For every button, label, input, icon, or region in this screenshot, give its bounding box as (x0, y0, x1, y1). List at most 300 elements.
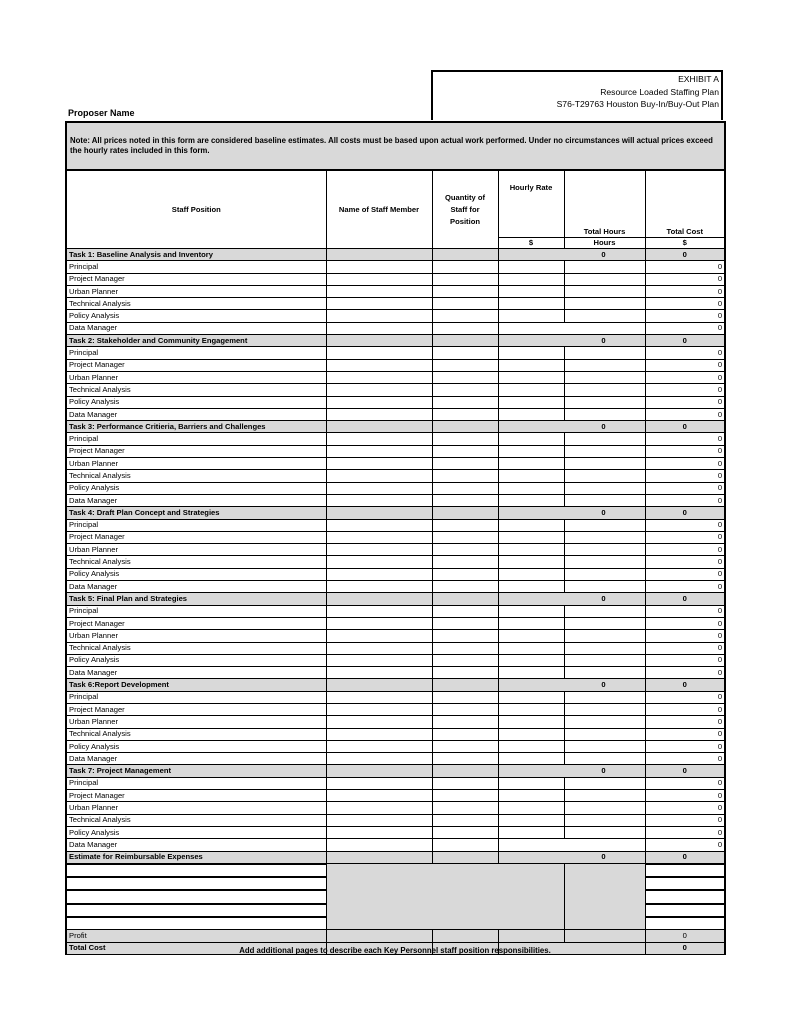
staff-total-cost: 0 (645, 261, 725, 273)
staff-position: Urban Planner (66, 371, 326, 383)
staff-total-cost: 0 (645, 322, 725, 334)
staff-row (66, 691, 725, 703)
staff-row (66, 716, 725, 728)
total-hours-input[interactable] (564, 285, 645, 297)
total-hours-input[interactable] (564, 716, 645, 728)
hourly-rate-input[interactable] (498, 433, 564, 445)
staff-member-input[interactable] (326, 802, 432, 814)
staff-position: Technical Analysis (66, 814, 326, 826)
unit-rate: $ (498, 238, 564, 249)
staff-row (66, 777, 725, 789)
quantity-input[interactable] (432, 777, 498, 789)
hourly-rate-input[interactable] (498, 531, 564, 543)
staff-row (66, 667, 725, 679)
task-total-cost: 0 (645, 507, 725, 519)
total-hours-input[interactable] (564, 740, 645, 752)
reimbursable-subtotal-row (66, 851, 725, 864)
total-hours-input[interactable] (564, 728, 645, 740)
staff-member-input[interactable] (326, 544, 432, 556)
total-hours-input[interactable] (564, 826, 645, 838)
staff-row (66, 605, 725, 617)
total-hours-input[interactable] (564, 630, 645, 642)
staff-member-input[interactable] (326, 396, 432, 408)
staff-position: Principal (66, 519, 326, 531)
hourly-rate-input[interactable] (498, 494, 564, 506)
hourly-rate-input[interactable] (498, 703, 564, 715)
staff-member-input[interactable] (326, 408, 432, 420)
total-hours-input[interactable] (564, 556, 645, 568)
task-staff-member-cell (326, 421, 432, 433)
total-hours-input[interactable] (564, 371, 645, 383)
quantity-input[interactable] (432, 753, 498, 765)
staff-member-input[interactable] (326, 839, 432, 851)
staff-member-input[interactable] (326, 617, 432, 629)
hourly-rate-input[interactable] (498, 445, 564, 457)
total-hours-input[interactable] (564, 359, 645, 371)
rate-hours-input[interactable] (498, 839, 645, 851)
hourly-rate-input[interactable] (498, 814, 564, 826)
staff-total-cost: 0 (645, 740, 725, 752)
unit-hours: Hours (564, 238, 645, 249)
staff-row (66, 261, 725, 273)
quantity-input[interactable] (432, 322, 498, 334)
staff-total-cost: 0 (645, 790, 725, 802)
total-hours-input[interactable] (564, 482, 645, 494)
staff-total-cost: 0 (645, 703, 725, 715)
expense-cost-input[interactable] (645, 917, 725, 930)
staff-row (66, 790, 725, 802)
staff-position: Urban Planner (66, 544, 326, 556)
staff-member-input[interactable] (326, 458, 432, 470)
staff-position: Data Manager (66, 667, 326, 679)
staff-position: Policy Analysis (66, 826, 326, 838)
quantity-input[interactable] (432, 740, 498, 752)
quantity-input[interactable] (432, 371, 498, 383)
task-label: Task 4: Draft Plan Concept and Strategies (66, 507, 326, 519)
hourly-rate-input[interactable] (498, 298, 564, 310)
total-hours-input[interactable] (564, 814, 645, 826)
total-hours-input[interactable] (564, 703, 645, 715)
total-hours-input[interactable] (564, 384, 645, 396)
staff-member-input[interactable] (326, 347, 432, 359)
quantity-input[interactable] (432, 605, 498, 617)
total-hours-input[interactable] (564, 445, 645, 457)
hourly-rate-input[interactable] (498, 740, 564, 752)
staff-row (66, 556, 725, 568)
hourly-rate-input[interactable] (498, 519, 564, 531)
col-quantity: Quantity of Staff for Position (432, 170, 498, 249)
staff-member-input[interactable] (326, 753, 432, 765)
quantity-input[interactable] (432, 703, 498, 715)
hourly-rate-input[interactable] (498, 605, 564, 617)
staff-row (66, 482, 725, 494)
total-hours-input[interactable] (564, 310, 645, 322)
total-hours-input[interactable] (564, 667, 645, 679)
total-hours-input[interactable] (564, 654, 645, 666)
hourly-rate-input[interactable] (498, 630, 564, 642)
expense-cost-input[interactable] (645, 890, 725, 903)
staff-position: Principal (66, 433, 326, 445)
staff-position: Project Manager (66, 359, 326, 371)
task-total-hours: 0 (498, 249, 645, 261)
staff-position: Principal (66, 347, 326, 359)
quantity-input[interactable] (432, 359, 498, 371)
staff-member-input[interactable] (326, 298, 432, 310)
staff-member-input[interactable] (326, 568, 432, 580)
hourly-rate-input[interactable] (498, 642, 564, 654)
staff-total-cost: 0 (645, 544, 725, 556)
quantity-input[interactable] (432, 814, 498, 826)
total-hours-input[interactable] (564, 617, 645, 629)
hourly-rate-input[interactable] (498, 654, 564, 666)
staff-member-input[interactable] (326, 654, 432, 666)
hourly-rate-input[interactable] (498, 470, 564, 482)
quantity-input[interactable] (432, 285, 498, 297)
staff-position: Data Manager (66, 753, 326, 765)
hourly-rate-input[interactable] (498, 384, 564, 396)
hourly-rate-input[interactable] (498, 667, 564, 679)
footer-instruction: Add additional pages to describe each Key Personnel staff position responsibilities. (239, 946, 551, 955)
rate-hours-input[interactable] (498, 322, 645, 334)
staff-row (66, 531, 725, 543)
quantity-input[interactable] (432, 544, 498, 556)
staff-member-input[interactable] (326, 728, 432, 740)
hourly-rate-input[interactable] (498, 482, 564, 494)
total-hours-input[interactable] (564, 261, 645, 273)
expense-description-input[interactable] (66, 877, 326, 890)
staff-row (66, 642, 725, 654)
task-total-cost: 0 (645, 335, 725, 347)
total-hours-input[interactable] (564, 408, 645, 420)
task-quantity-cell (432, 507, 498, 519)
task-total-cost: 0 (645, 249, 725, 261)
total-hours-input[interactable] (564, 802, 645, 814)
quantity-input[interactable] (432, 581, 498, 593)
task-quantity-cell (432, 765, 498, 777)
staff-member-input[interactable] (326, 642, 432, 654)
staff-position: Policy Analysis (66, 568, 326, 580)
col-hourly-rate: Hourly Rate (498, 170, 564, 238)
quantity-input[interactable] (432, 482, 498, 494)
staff-row (66, 445, 725, 457)
note-row (66, 122, 725, 170)
staff-member-input[interactable] (326, 359, 432, 371)
staff-position: Policy Analysis (66, 482, 326, 494)
staff-position: Data Manager (66, 581, 326, 593)
staff-member-input[interactable] (326, 310, 432, 322)
staff-member-input[interactable] (326, 556, 432, 568)
quantity-input[interactable] (432, 445, 498, 457)
staff-total-cost: 0 (645, 839, 725, 851)
staff-total-cost: 0 (645, 359, 725, 371)
task-label: Task 1: Baseline Analysis and Inventory (66, 249, 326, 261)
quantity-input[interactable] (432, 494, 498, 506)
task-total-hours: 0 (498, 679, 645, 691)
staff-member-input[interactable] (326, 322, 432, 334)
quantity-input[interactable] (432, 458, 498, 470)
quantity-input[interactable] (432, 347, 498, 359)
task-total-hours: 0 (498, 765, 645, 777)
hourly-rate-input[interactable] (498, 371, 564, 383)
staff-position: Policy Analysis (66, 396, 326, 408)
staff-member-input[interactable] (326, 470, 432, 482)
quantity-input[interactable] (432, 617, 498, 629)
hourly-rate-input[interactable] (498, 568, 564, 580)
quantity-input[interactable] (432, 630, 498, 642)
staff-position: Technical Analysis (66, 728, 326, 740)
task-subtotal-row (66, 335, 725, 347)
quantity-input[interactable] (432, 470, 498, 482)
staff-total-cost: 0 (645, 494, 725, 506)
staff-member-input[interactable] (326, 716, 432, 728)
staff-total-cost: 0 (645, 396, 725, 408)
header-row (66, 170, 725, 238)
total-hours-input[interactable] (564, 347, 645, 359)
staff-position: Principal (66, 261, 326, 273)
expense-cost-input[interactable] (645, 877, 725, 890)
hourly-rate-input[interactable] (498, 691, 564, 703)
staff-member-input[interactable] (326, 740, 432, 752)
expense-description-input[interactable] (66, 890, 326, 903)
staff-position: Principal (66, 605, 326, 617)
quantity-input[interactable] (432, 802, 498, 814)
reimbursable-quantity-cell (432, 851, 498, 864)
col-total-cost: Total Cost (645, 170, 725, 238)
staff-total-cost: 0 (645, 642, 725, 654)
quantity-input[interactable] (432, 826, 498, 838)
staff-member-input[interactable] (326, 790, 432, 802)
total-hours-input[interactable] (564, 273, 645, 285)
staff-member-input[interactable] (326, 826, 432, 838)
total-hours-input[interactable] (564, 298, 645, 310)
total-hours-input[interactable] (564, 433, 645, 445)
hourly-rate-input[interactable] (498, 261, 564, 273)
total-hours-input[interactable] (564, 753, 645, 765)
quantity-input[interactable] (432, 273, 498, 285)
exhibit-label: EXHIBIT A (678, 74, 719, 84)
hourly-rate-input[interactable] (498, 790, 564, 802)
staff-total-cost: 0 (645, 445, 725, 457)
expense-description-input[interactable] (66, 864, 326, 877)
staff-member-input[interactable] (326, 384, 432, 396)
staff-member-input[interactable] (326, 605, 432, 617)
quantity-input[interactable] (432, 556, 498, 568)
total-hours-input[interactable] (564, 777, 645, 789)
grand-total-cost: 0 (645, 942, 725, 954)
total-cost-label: Total Cost (66, 942, 326, 954)
quantity-input[interactable] (432, 519, 498, 531)
hourly-rate-input[interactable] (498, 753, 564, 765)
hourly-rate-input[interactable] (498, 777, 564, 789)
expense-description-input[interactable] (66, 904, 326, 917)
hourly-rate-input[interactable] (498, 347, 564, 359)
expense-description-input[interactable] (66, 917, 326, 930)
task-quantity-cell (432, 679, 498, 691)
staff-total-cost: 0 (645, 826, 725, 838)
total-hours-input[interactable] (564, 519, 645, 531)
task-label: Task 6:Report Development (66, 679, 326, 691)
task-label: Task 3: Performance Critieria, Barriers and Challenges (66, 421, 326, 433)
hourly-rate-input[interactable] (498, 359, 564, 371)
hourly-rate-input[interactable] (498, 310, 564, 322)
quantity-input[interactable] (432, 716, 498, 728)
unit-cost: $ (645, 238, 725, 249)
proposer-name-label: Proposer Name (68, 108, 135, 118)
quantity-input[interactable] (432, 433, 498, 445)
total-hours-input[interactable] (564, 642, 645, 654)
task-subtotal-row (66, 507, 725, 519)
reimbursable-label: Estimate for Reimbursable Expenses (66, 851, 326, 864)
staff-member-input[interactable] (326, 261, 432, 273)
hourly-rate-input[interactable] (498, 556, 564, 568)
total-hours-input[interactable] (564, 581, 645, 593)
staff-position: Technical Analysis (66, 470, 326, 482)
staff-member-input[interactable] (326, 630, 432, 642)
total-hours-input[interactable] (564, 568, 645, 580)
staff-total-cost: 0 (645, 371, 725, 383)
staff-position: Urban Planner (66, 285, 326, 297)
quantity-input[interactable] (432, 408, 498, 420)
profit-cell-5 (564, 930, 645, 942)
expense-gray-block (326, 864, 564, 930)
quantity-input[interactable] (432, 728, 498, 740)
hourly-rate-input[interactable] (498, 396, 564, 408)
staff-row (66, 384, 725, 396)
total-hours-input[interactable] (564, 531, 645, 543)
quantity-input[interactable] (432, 790, 498, 802)
staff-total-cost: 0 (645, 433, 725, 445)
staff-total-cost: 0 (645, 482, 725, 494)
staff-member-input[interactable] (326, 531, 432, 543)
task-staff-member-cell (326, 507, 432, 519)
staff-row (66, 519, 725, 531)
quantity-input[interactable] (432, 298, 498, 310)
quantity-input[interactable] (432, 310, 498, 322)
staff-row (66, 617, 725, 629)
staff-member-input[interactable] (326, 519, 432, 531)
total-hours-input[interactable] (564, 458, 645, 470)
staff-member-input[interactable] (326, 482, 432, 494)
quantity-input[interactable] (432, 839, 498, 851)
staff-position: Technical Analysis (66, 642, 326, 654)
hourly-rate-input[interactable] (498, 728, 564, 740)
staff-position: Data Manager (66, 322, 326, 334)
expense-cost-input[interactable] (645, 864, 725, 877)
total-hours-input[interactable] (564, 691, 645, 703)
staff-member-input[interactable] (326, 273, 432, 285)
hourly-rate-input[interactable] (498, 581, 564, 593)
quantity-input[interactable] (432, 384, 498, 396)
total-hours-input[interactable] (564, 544, 645, 556)
staff-position: Project Manager (66, 445, 326, 457)
staff-position: Project Manager (66, 790, 326, 802)
hourly-rate-input[interactable] (498, 716, 564, 728)
reimbursable-member-cell (326, 851, 432, 864)
total-hours-input[interactable] (564, 396, 645, 408)
quantity-input[interactable] (432, 396, 498, 408)
task-total-cost: 0 (645, 593, 725, 605)
hourly-rate-input[interactable] (498, 826, 564, 838)
hourly-rate-input[interactable] (498, 458, 564, 470)
staff-member-input[interactable] (326, 691, 432, 703)
staff-position: Policy Analysis (66, 654, 326, 666)
staff-row (66, 814, 725, 826)
staff-position: Project Manager (66, 703, 326, 715)
quantity-input[interactable] (432, 261, 498, 273)
hourly-rate-input[interactable] (498, 617, 564, 629)
task-staff-member-cell (326, 335, 432, 347)
hourly-rate-input[interactable] (498, 273, 564, 285)
staff-position: Urban Planner (66, 716, 326, 728)
expense-cost-input[interactable] (645, 904, 725, 917)
quantity-input[interactable] (432, 654, 498, 666)
form-title: Resource Loaded Staffing Plan (600, 86, 719, 97)
col-staff-position: Staff Position (66, 170, 326, 249)
staff-total-cost: 0 (645, 556, 725, 568)
hourly-rate-input[interactable] (498, 802, 564, 814)
staff-member-input[interactable] (326, 433, 432, 445)
staff-member-input[interactable] (326, 494, 432, 506)
staff-row (66, 654, 725, 666)
col-total-hours: Total Hours (564, 170, 645, 238)
total-hours-input[interactable] (564, 494, 645, 506)
staff-member-input[interactable] (326, 371, 432, 383)
staff-member-input[interactable] (326, 777, 432, 789)
staff-position: Data Manager (66, 494, 326, 506)
quantity-input[interactable] (432, 568, 498, 580)
staff-position: Technical Analysis (66, 556, 326, 568)
hourly-rate-input[interactable] (498, 285, 564, 297)
staff-total-cost: 0 (645, 581, 725, 593)
staff-member-input[interactable] (326, 814, 432, 826)
profit-label: Profit (66, 930, 326, 942)
exhibit-header-box (431, 70, 723, 120)
quantity-input[interactable] (432, 642, 498, 654)
staff-member-input[interactable] (326, 703, 432, 715)
staff-total-cost: 0 (645, 630, 725, 642)
staff-member-input[interactable] (326, 285, 432, 297)
total-hours-input[interactable] (564, 605, 645, 617)
hourly-rate-input[interactable] (498, 544, 564, 556)
staff-member-input[interactable] (326, 445, 432, 457)
reimbursable-total-cost: 0 (645, 851, 725, 864)
staff-row (66, 470, 725, 482)
task-label: Task 5: Final Plan and Strategies (66, 593, 326, 605)
task-total-cost: 0 (645, 765, 725, 777)
staff-total-cost: 0 (645, 531, 725, 543)
quantity-input[interactable] (432, 667, 498, 679)
total-hours-input[interactable] (564, 790, 645, 802)
staff-total-cost: 0 (645, 458, 725, 470)
staff-total-cost: 0 (645, 310, 725, 322)
staff-member-input[interactable] (326, 667, 432, 679)
reimbursable-total-hours: 0 (498, 851, 645, 864)
quantity-input[interactable] (432, 531, 498, 543)
staff-row (66, 753, 725, 765)
staff-row (66, 347, 725, 359)
staff-position: Urban Planner (66, 802, 326, 814)
total-hours-input[interactable] (564, 470, 645, 482)
profit-total-cost: 0 (645, 930, 725, 942)
staff-position: Policy Analysis (66, 740, 326, 752)
staff-row (66, 802, 725, 814)
staff-row (66, 458, 725, 470)
expense-row (66, 864, 725, 877)
staff-position: Data Manager (66, 839, 326, 851)
quantity-input[interactable] (432, 691, 498, 703)
hourly-rate-input[interactable] (498, 408, 564, 420)
staff-member-input[interactable] (326, 581, 432, 593)
